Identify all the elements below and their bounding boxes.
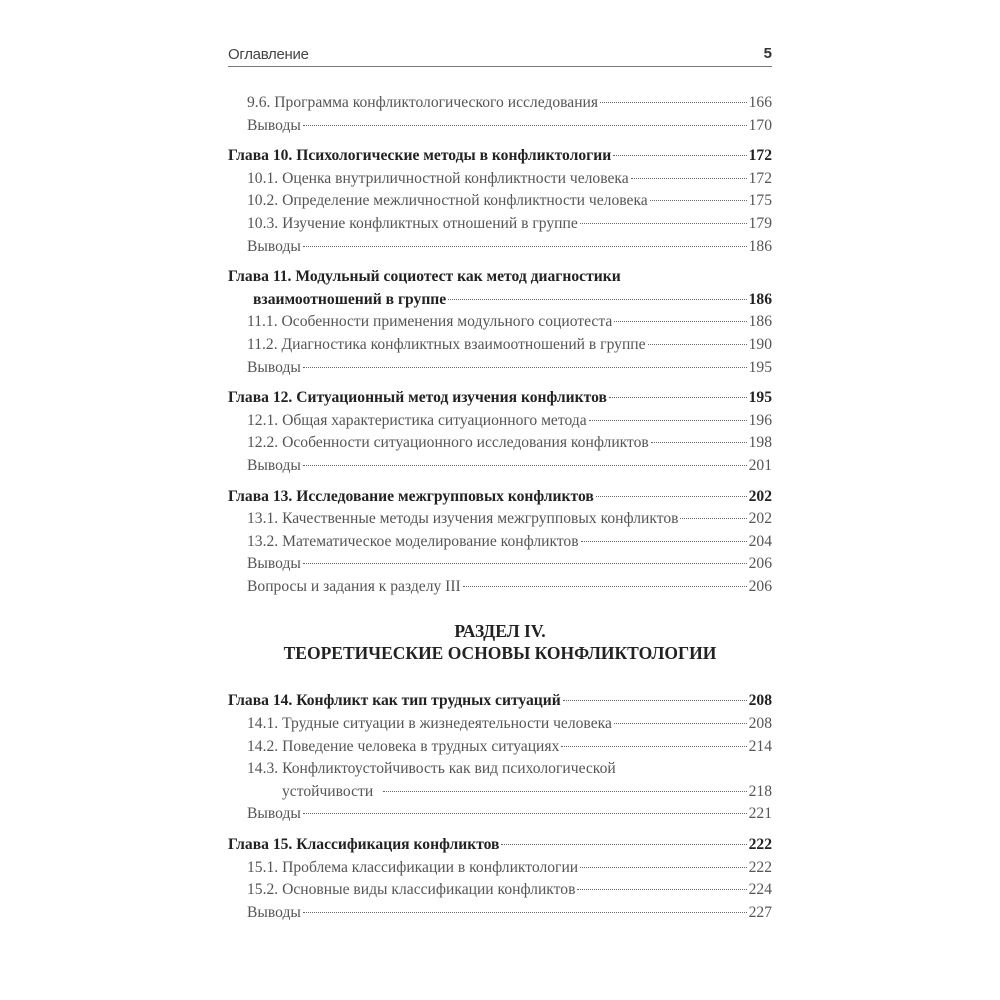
entry-page: 186 xyxy=(748,313,772,331)
dot-leader xyxy=(581,541,747,542)
table-of-contents xyxy=(228,92,772,932)
chapter-entry xyxy=(228,145,772,168)
entry-page: 202 xyxy=(748,510,772,528)
entry-title: 10.2. Определение межличностной конфликтности человека xyxy=(247,192,648,210)
dot-leader xyxy=(650,200,747,201)
dot-leader xyxy=(303,563,747,564)
entry-page: 175 xyxy=(748,192,772,210)
entry-title: 12.1. Общая характеристика ситуационного метода xyxy=(247,411,587,429)
entry-title: Глава 10. Психологические методы в конфликтологии xyxy=(228,147,612,165)
entry-page: 222 xyxy=(748,858,772,876)
entry-page: 195 xyxy=(748,358,772,376)
entry-page: 214 xyxy=(748,737,772,755)
section-entry xyxy=(228,553,772,576)
dot-leader xyxy=(609,397,747,398)
section-entry xyxy=(228,190,772,213)
page-number: 5 xyxy=(763,45,772,62)
section-entry xyxy=(228,213,772,236)
entry-page: 172 xyxy=(748,169,772,187)
toc-group xyxy=(228,834,772,924)
entry-page: 186 xyxy=(748,290,772,308)
entry-title: 15.2. Основные виды классификации конфликтов xyxy=(247,881,576,899)
section-entry xyxy=(228,576,772,599)
entry-title: 15.1. Проблема классификации в конфликтологии xyxy=(247,858,579,876)
section-entry xyxy=(228,803,772,826)
entry-title: Выводы xyxy=(247,456,301,474)
section-heading xyxy=(228,620,772,664)
entry-page: 190 xyxy=(748,335,772,353)
entry-title: 10.3. Изучение конфликтных отношений в группе xyxy=(247,214,578,232)
entry-title: 11.1. Особенности применения модульного социотеста xyxy=(247,313,613,331)
section-entry xyxy=(228,357,772,380)
section-entry xyxy=(228,92,772,115)
dot-leader xyxy=(303,813,747,814)
entry-title: 9.6. Программа конфликтологического исследования xyxy=(247,94,599,111)
entry-title: 14.1. Трудные ситуации в жизнедеятельности человека xyxy=(247,715,612,733)
entry-title: 12.2. Особенности ситуационного исследования конфликтов xyxy=(247,434,649,452)
section-title: ТЕОРЕТИЧЕСКИЕ ОСНОВЫ КОНФЛИКТОЛОГИИ xyxy=(283,643,717,664)
entry-page: 202 xyxy=(748,487,772,505)
section-number: РАЗДЕЛ IV. xyxy=(454,621,546,642)
entry-page: 195 xyxy=(748,389,772,407)
entry-title-continuation: взаимоотношений в группе xyxy=(253,290,447,308)
entry-title: 13.2. Математическое моделирование конфликтов xyxy=(247,532,579,550)
entry-page: 221 xyxy=(748,805,772,823)
dot-leader xyxy=(303,125,747,126)
entry-page: 196 xyxy=(748,411,772,429)
section-entry xyxy=(228,334,772,357)
entry-page: 179 xyxy=(748,214,772,232)
section-entry xyxy=(228,736,772,759)
entry-page: 170 xyxy=(748,116,772,134)
toc-group xyxy=(228,92,772,137)
dot-leader xyxy=(501,844,746,845)
section-entry xyxy=(228,713,772,736)
dot-leader xyxy=(614,723,747,724)
section-entry xyxy=(228,455,772,478)
entry-title: Выводы xyxy=(247,805,301,823)
section-entry xyxy=(228,902,772,925)
chapter-entry xyxy=(228,486,772,509)
section-entry xyxy=(228,236,772,259)
dot-leader xyxy=(580,223,747,224)
dot-leader xyxy=(648,344,747,345)
section-entry-continuation xyxy=(228,781,772,804)
section-entry xyxy=(228,531,772,554)
dot-leader xyxy=(651,442,747,443)
section-entry xyxy=(228,758,772,781)
entry-page: 201 xyxy=(748,456,772,474)
entry-title: 11.2. Диагностика конфликтных взаимоотношений в группе xyxy=(247,335,646,353)
dot-leader xyxy=(600,102,747,103)
dot-leader xyxy=(303,367,747,368)
entry-title: Выводы xyxy=(247,358,301,376)
toc-group xyxy=(228,145,772,258)
toc-group xyxy=(228,266,772,379)
toc-group xyxy=(228,690,772,826)
entry-page: 222 xyxy=(748,836,772,854)
entry-page: 227 xyxy=(748,903,772,921)
section-entry xyxy=(228,857,772,880)
entry-title: Выводы xyxy=(247,237,301,255)
entry-title-continuation: устойчивости xyxy=(282,782,374,800)
section-entry xyxy=(228,410,772,433)
entry-title: Глава 11. Модульный социотест как метод диагностики xyxy=(228,268,621,286)
section-entry xyxy=(228,168,772,191)
entry-page: 204 xyxy=(748,532,772,550)
dot-leader xyxy=(680,518,746,519)
section-entry xyxy=(228,311,772,334)
entry-title: Выводы xyxy=(247,903,301,921)
entry-title: Глава 15. Классификация конфликтов xyxy=(228,836,500,854)
entry-title: 14.3. Конфликтоустойчивость как вид психологической xyxy=(247,760,616,778)
entry-title: Выводы xyxy=(247,116,301,134)
entry-page: 172 xyxy=(748,147,772,165)
header-title: Оглавление xyxy=(228,46,309,63)
section-entry xyxy=(228,508,772,531)
entry-title: Глава 14. Конфликт как тип трудных ситуаций xyxy=(228,692,561,710)
dot-leader xyxy=(614,321,746,322)
section-entry xyxy=(228,879,772,902)
toc-group xyxy=(228,387,772,477)
chapter-entry xyxy=(228,387,772,410)
entry-page: 208 xyxy=(748,692,772,710)
section-entry xyxy=(228,115,772,138)
entry-page: 208 xyxy=(748,715,772,733)
entry-title: 13.1. Качественные методы изучения межгрупповых конфликтов xyxy=(247,510,679,528)
chapter-entry xyxy=(228,690,772,713)
entry-title: 14.2. Поведение человека в трудных ситуациях xyxy=(247,737,560,755)
dot-leader xyxy=(577,889,746,890)
dot-leader xyxy=(589,420,747,421)
section-entry xyxy=(228,432,772,455)
entry-page: 218 xyxy=(748,782,772,800)
chapter-entry xyxy=(228,834,772,857)
dot-leader xyxy=(580,867,746,868)
dot-leader xyxy=(596,496,747,497)
chapter-entry xyxy=(228,266,772,289)
dot-leader xyxy=(383,791,746,792)
entry-title: 10.1. Оценка внутриличностной конфликтности человека xyxy=(247,169,629,187)
dot-leader xyxy=(448,299,746,300)
entry-page: 186 xyxy=(748,237,772,255)
entry-page: 206 xyxy=(748,577,772,595)
entry-title: Вопросы и задания к разделу III xyxy=(247,577,461,595)
dot-leader xyxy=(303,465,747,466)
dot-leader xyxy=(563,700,747,701)
running-header xyxy=(228,44,772,67)
toc-group xyxy=(228,486,772,599)
entry-page: 224 xyxy=(748,881,772,899)
dot-leader xyxy=(561,746,746,747)
entry-page: 166 xyxy=(748,94,772,111)
entry-title: Глава 13. Исследование межгрупповых конфликтов xyxy=(228,487,594,505)
dot-leader xyxy=(303,912,747,913)
dot-leader xyxy=(631,178,747,179)
entry-page: 198 xyxy=(748,434,772,452)
chapter-entry-continuation xyxy=(228,289,772,312)
dot-leader xyxy=(463,586,747,587)
entry-page: 206 xyxy=(748,555,772,573)
entry-title: Глава 12. Ситуационный метод изучения конфликтов xyxy=(228,389,607,407)
entry-title: Выводы xyxy=(247,555,301,573)
dot-leader xyxy=(303,246,747,247)
dot-leader xyxy=(613,155,746,156)
